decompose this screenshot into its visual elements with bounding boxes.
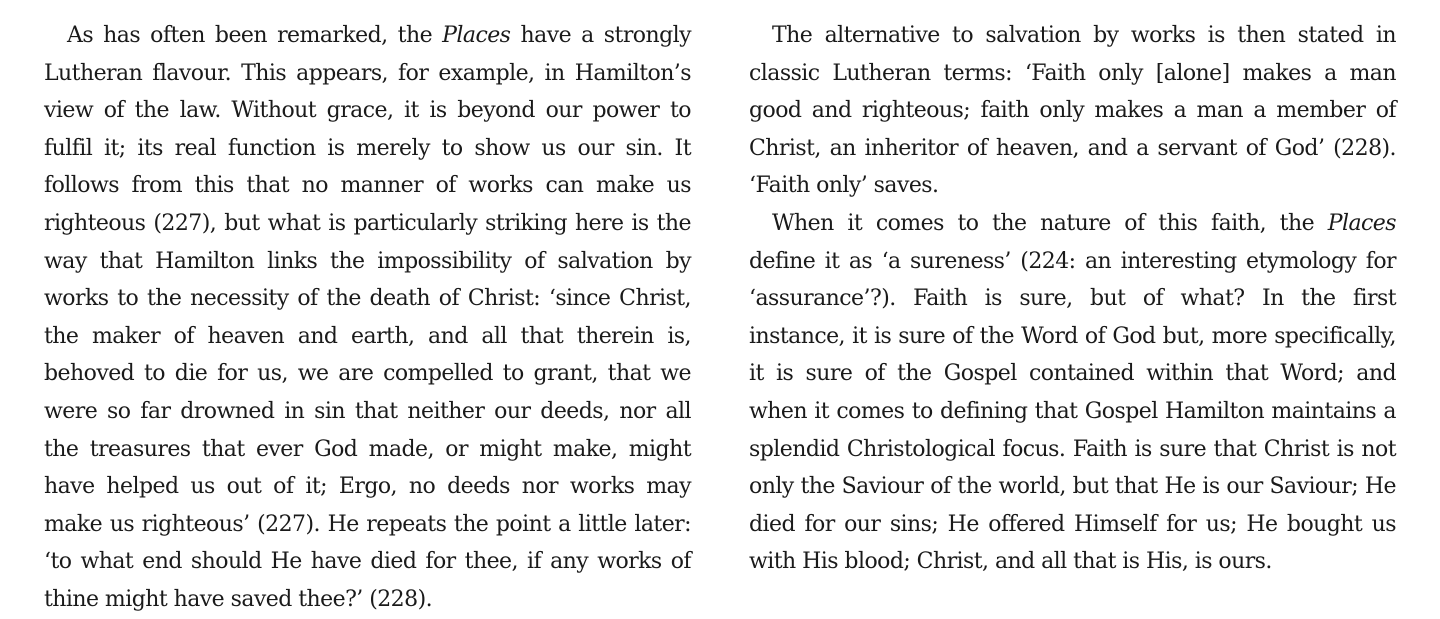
text-run: As has often been remarked, the bbox=[67, 23, 443, 48]
paragraph bbox=[749, 205, 1396, 581]
document-page bbox=[44, 17, 1396, 619]
text-run: define it as ‘a sureness’ (224: an interesting etymology for ‘assurance’?). Faith is sure, but of what? In the first instance, it is sure of the Word of God but, more specifically, it is sure of the Gospel contained within that Word; and when it comes to defining that Gospel Hamilton maintains a splendid Christological focus. Faith is sure that Christ is not only the Saviour of the world, but that He is our Saviour; He died for our sins; He offered Himself for us; He bought us with His blood; Christ, and all that is His, is ours. bbox=[749, 248, 1396, 575]
italic-run: Places bbox=[1327, 210, 1396, 236]
left-column bbox=[44, 17, 691, 619]
text-run: The alternative to salvation by works is then stated in classic Lutheran terms: ‘Faith only [alone] makes a man good and righteous; faith only makes a man a member of Christ, an inheritor of heaven, and a servant of God’ (228). ‘Faith only’ saves. bbox=[749, 23, 1396, 199]
paragraph bbox=[44, 17, 691, 619]
text-run: When it comes to the nature of this faith, the bbox=[772, 210, 1328, 236]
paragraph bbox=[749, 17, 1396, 205]
right-column bbox=[749, 17, 1396, 619]
italic-run: Places bbox=[442, 23, 511, 48]
text-run: have a strongly Lutheran flavour. This appears, for example, in Hamilton’s view of the law. Without grace, it is beyond our power to fulfil it; its real function is merely to show us our sin. It follows from this that no manner of works can make us righteous (227), but what is particularly striking here is the way that Hamilton links the impossibility of salvation by works to the necessity of the death of Christ: ‘since Christ, the maker of heaven and earth, and all that therein is, behoved to die for us, we are compelled to grant, that we were so far drowned in sin that neither our deeds, nor all the treasures that ever God made, or might make, might have helped us out of it; Ergo, no deeds nor works may make us righteous’ (227). He repeats the point a little later: ‘to what end should He have died for thee, if any works of thine might have saved thee?’ (228). bbox=[44, 23, 691, 612]
